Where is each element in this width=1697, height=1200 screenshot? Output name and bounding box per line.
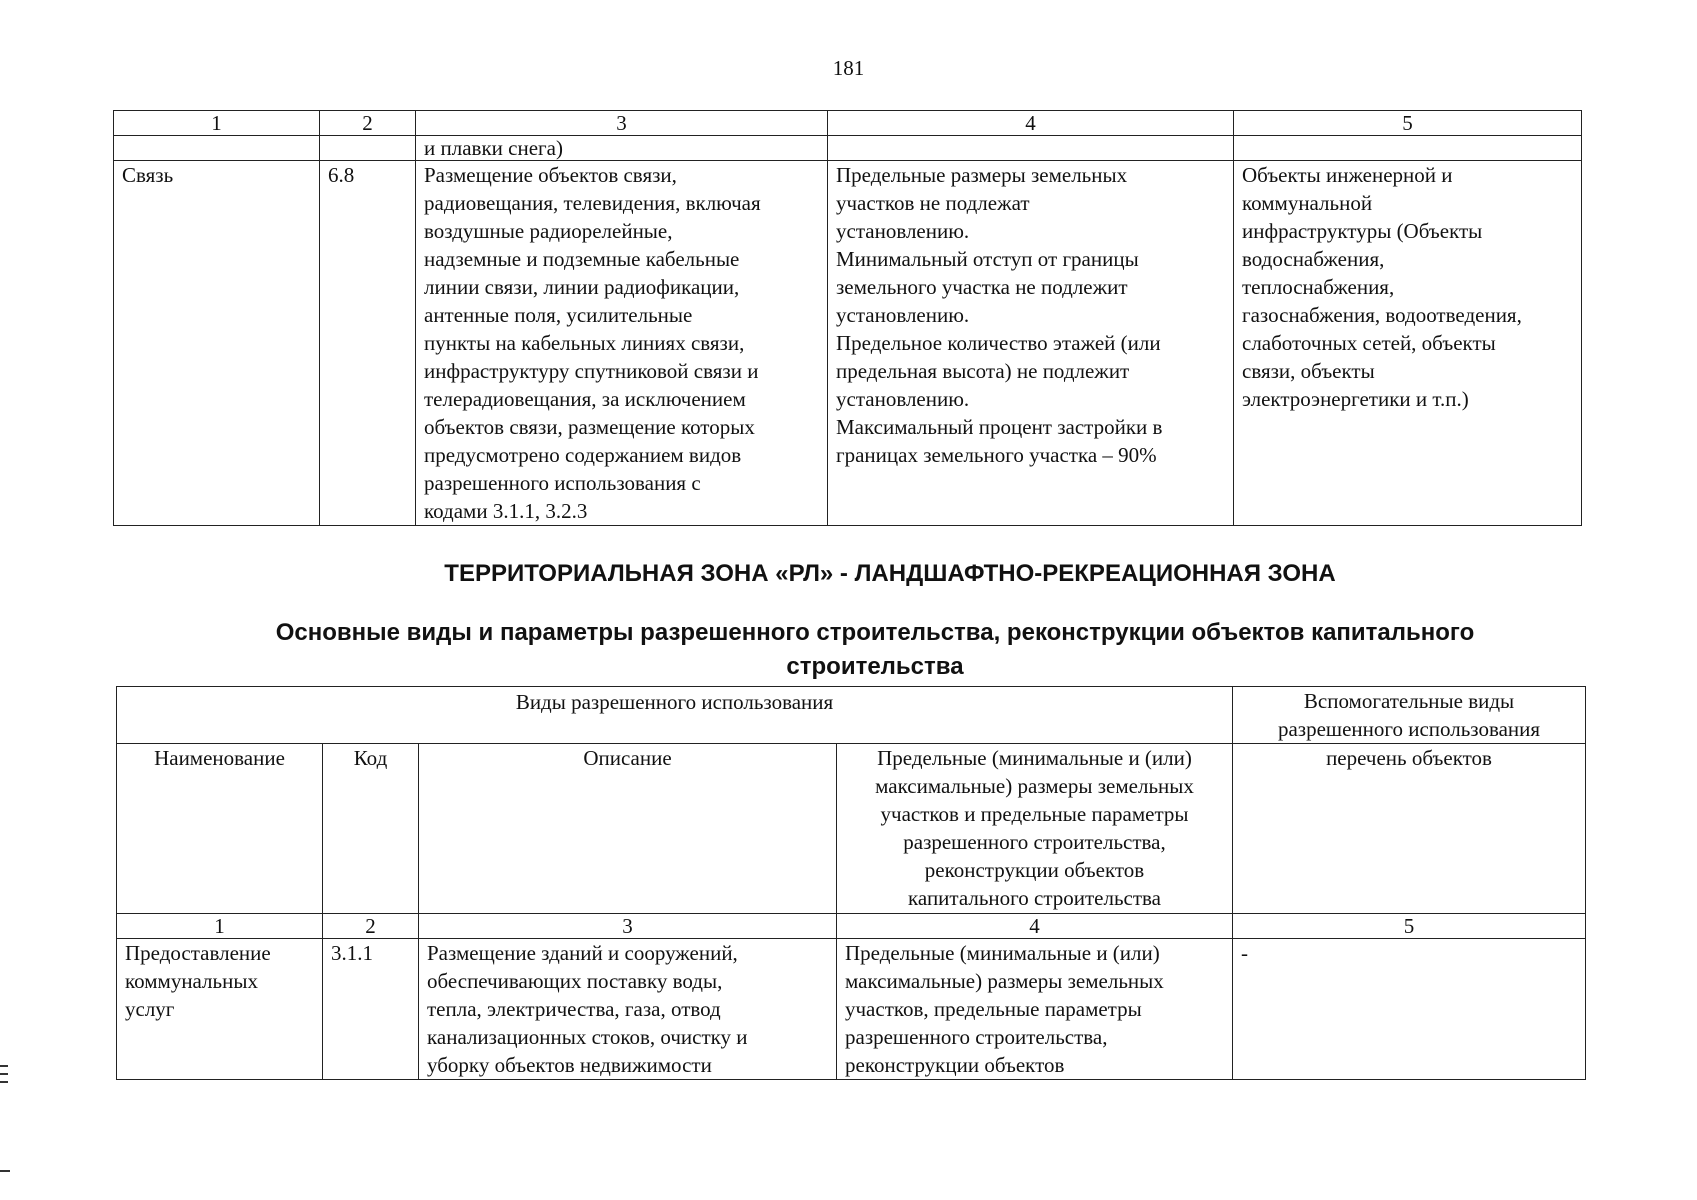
table-row: [117, 939, 1586, 1080]
scan-edge-mark: [0, 1170, 10, 1172]
col-number: 1: [117, 914, 323, 939]
col-number: 3: [416, 111, 828, 136]
use-name: Связь: [114, 161, 320, 526]
use-parameters: Предельные размеры земельных участков не подлежат установлению. Минимальный отступ от границы земельного участка не подлежит установлению. Предельное количество этажей (или предельная высота) не подлежит установлению. Максимальный процент застройки в границах земельного участка – 90%: [828, 161, 1234, 526]
continuation-row: [114, 136, 1582, 161]
header-name: Наименование: [117, 744, 323, 914]
permitted-use-table: [116, 686, 1586, 1080]
zone-title: ТЕРРИТОРИАЛЬНАЯ ЗОНА «РЛ» - ЛАНДШАФТНО-РЕКРЕАЦИОННАЯ ЗОНА: [444, 560, 1336, 587]
use-code: 6.8: [320, 161, 416, 526]
column-number-row: [117, 914, 1586, 939]
page-number: 181: [832, 56, 865, 80]
use-code: 3.1.1: [323, 939, 419, 1080]
col-number: 2: [323, 914, 419, 939]
continuation-text: и плавки снега): [416, 136, 828, 161]
col-number: 3: [419, 914, 837, 939]
col-number: 5: [1234, 111, 1582, 136]
table-row: [114, 161, 1582, 526]
group-header: Виды разрешенного использования: [117, 687, 1233, 744]
use-parameters: Предельные (минимальные и (или) максимальные) размеры земельных участков, предельные параметры разрешенного строительства, реконструкции объектов: [837, 939, 1233, 1080]
use-name: Предоставление коммунальных услуг: [117, 939, 323, 1080]
scan-margin-marks: [0, 1065, 10, 1089]
use-description: Размещение зданий и сооружений, обеспечивающих поставку воды, тепла, электричества, газа, отвод канализационных стоков, очистку и уборку объектов недвижимости: [419, 939, 837, 1080]
col-number: 2: [320, 111, 416, 136]
auxiliary-uses: -: [1233, 939, 1586, 1080]
aux-header: Вспомогательные виды разрешенного использования: [1233, 687, 1586, 744]
auxiliary-uses: Объекты инженерной и коммунальной инфраструктуры (Объекты водоснабжения, теплоснабжения, газоснабжения, водоотведения, слаботочных сетей, объекты связи, объекты электроэнергетики и т.п.): [1234, 161, 1582, 526]
column-header-row: [117, 744, 1586, 914]
use-description: Размещение объектов связи, радиовещания, телевидения, включая воздушные радиорелейные, надземные и подземные кабельные линии связи, линии радиофикации, антенные поля, усилительные пункты на кабельных линиях связи, инфраструктуру спутниковой связи и телерадиовещания, за исключением объектов связи, размещение которых предусмотрено содержанием видов разрешенного использования с кодами 3.1.1, 3.2.3: [416, 161, 828, 526]
header-aux-list: перечень объектов: [1233, 744, 1586, 914]
header-description: Описание: [419, 744, 837, 914]
col-number: 5: [1233, 914, 1586, 939]
section-title: Основные виды и параметры разрешенного строительства, реконструкции объектов капитального строительства: [275, 619, 1475, 680]
continued-table: [113, 110, 1582, 526]
header-parameters: Предельные (минимальные и (или) максимальные) размеры земельных участков и предельные параметры разрешенного строительства, реконструкции объектов капитального строительства: [837, 744, 1233, 914]
col-number: 1: [114, 111, 320, 136]
group-header-row: [117, 687, 1586, 744]
column-number-row: [114, 111, 1582, 136]
col-number: 4: [837, 914, 1233, 939]
col-number: 4: [828, 111, 1234, 136]
header-code: Код: [323, 744, 419, 914]
